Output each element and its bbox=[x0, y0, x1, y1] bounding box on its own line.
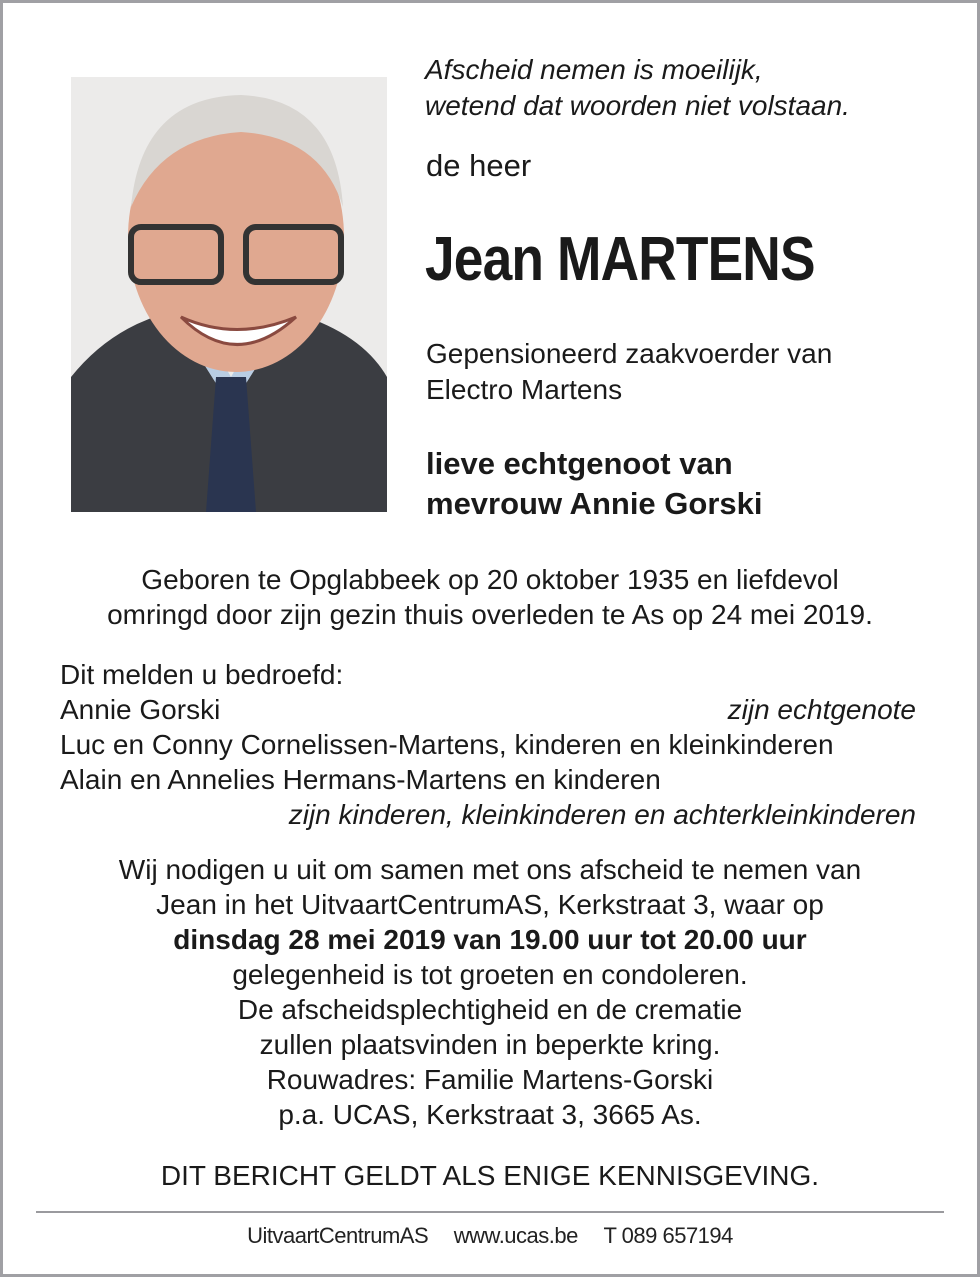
quote bbox=[425, 52, 850, 124]
quote-line: wetend dat woorden niet volstaan. bbox=[425, 90, 850, 121]
deceased-name: Jean MARTENS bbox=[425, 225, 815, 294]
footer-divider bbox=[36, 1211, 944, 1213]
footer-company: UitvaartCentrumAS bbox=[247, 1223, 429, 1248]
footer-website[interactable]: www.ucas.be bbox=[453, 1223, 578, 1248]
quote-line: Afscheid nemen is moeilijk, bbox=[425, 54, 763, 85]
mourning-address: Rouwadres: Familie Martens-Gorski bbox=[266, 1064, 714, 1095]
birth-death-line: omringd door zijn gezin thuis overleden te As op 24 mei 2019. bbox=[107, 599, 873, 630]
portrait-photo bbox=[71, 77, 387, 512]
mourning-address: p.a. UCAS, Kerkstraat 3, 3665 As. bbox=[278, 1099, 702, 1130]
family-row bbox=[60, 692, 916, 727]
spouse-line: mevrouw Annie Gorski bbox=[426, 486, 763, 521]
invitation-line: Wij nodigen u uit om samen met ons afscheid te nemen van bbox=[118, 854, 862, 885]
birth-death-line: Geboren te Opglabbeek op 20 oktober 1935 en liefdevol bbox=[141, 564, 839, 595]
spouse bbox=[426, 444, 763, 524]
occupation-line: Gepensioneerd zaakvoerder van bbox=[426, 338, 833, 369]
family-relation: zijn echtgenote bbox=[727, 694, 916, 725]
salutation: de heer bbox=[426, 148, 532, 183]
footer bbox=[0, 1223, 980, 1249]
family-row bbox=[60, 762, 916, 797]
occupation bbox=[426, 336, 832, 408]
birth-death-info bbox=[0, 562, 980, 632]
family-list bbox=[60, 657, 916, 832]
family-name: Alain en Annelies Hermans-Martens en kinderen bbox=[60, 764, 661, 795]
family-name: Luc en Conny Cornelissen-Martens, kinderen en kleinkinderen bbox=[60, 729, 834, 760]
family-intro: Dit melden u bedroefd: bbox=[60, 659, 344, 690]
spouse-line: lieve echtgenoot van bbox=[426, 446, 733, 481]
visitation-datetime: dinsdag 28 mei 2019 van 19.00 uur tot 20.00 uur bbox=[173, 924, 807, 955]
invitation-line: Jean in het UitvaartCentrumAS, Kerkstraat 3, waar op bbox=[156, 889, 824, 920]
notice: DIT BERICHT GELDT ALS ENIGE KENNISGEVING. bbox=[160, 1160, 820, 1191]
footer-phone: T 089 657194 bbox=[603, 1223, 733, 1248]
occupation-line: Electro Martens bbox=[426, 374, 623, 405]
family-row bbox=[60, 727, 916, 762]
invitation-line: gelegenheid is tot groeten en condoleren. bbox=[232, 959, 748, 990]
invitation-line: De afscheidsplechtigheid en de crematie bbox=[237, 994, 743, 1025]
family-name: Annie Gorski bbox=[60, 694, 221, 725]
family-relation: zijn kinderen, kleinkinderen en achterkleinkinderen bbox=[288, 799, 916, 830]
invitation-line: zullen plaatsvinden in beperkte kring. bbox=[259, 1029, 721, 1060]
invitation bbox=[0, 852, 980, 1132]
family-row bbox=[60, 797, 916, 832]
